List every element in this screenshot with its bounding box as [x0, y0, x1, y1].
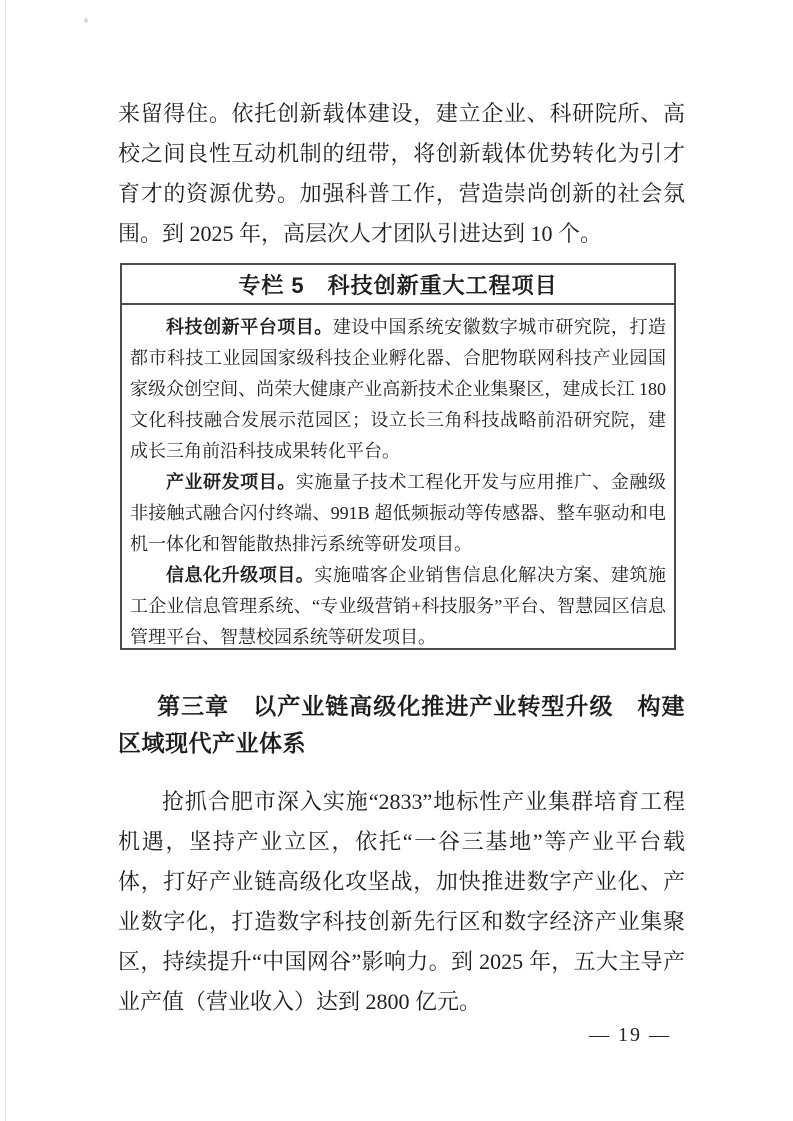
box-item-industry-rd-lead: 产业研发项目。	[166, 472, 296, 492]
box-item-industry-rd-body: 实施量子技术工程化开发与应用推广、金融级非接触式融合闪付终端、991B 超低频振动等传感器、整车驱动和电机一体化和智能散热排污系统等研发项目。	[130, 472, 667, 554]
project-box	[120, 263, 676, 650]
scan-artifact-dot	[84, 18, 88, 23]
scan-edge-line	[5, 0, 6, 1121]
box-content	[122, 305, 674, 650]
box-item-industry-rd	[130, 467, 666, 560]
box-item-platform-lead: 科技创新平台项目。	[166, 317, 333, 337]
box-title: 专栏 5 科技创新重大工程项目	[122, 265, 674, 305]
box-item-informatization	[130, 560, 666, 650]
box-item-informatization-body: 实施喵客企业销售信息化解决方案、建筑施工企业信息管理系统、“专业级营销+科技服务”平台、智慧园区信息管理平台、智慧校园系统等研发项目。	[130, 565, 667, 647]
chapter-heading: 第三章 以产业链高级化推进产业转型升级 构建区域现代产业体系	[118, 693, 685, 756]
box-item-informatization-lead: 信息化升级项目。	[166, 565, 315, 585]
box-item-platform	[130, 312, 666, 467]
body-paragraph: 抢抓合肥市深入实施“2833”地标性产业集群培育工程机遇，坚持产业立区，依托“一谷三基地”等产业平台载体，打好产业链高级化攻坚战，加快推进数字产业化、产业数字化，打造数字科技创新先行区和数字经济产业集聚区，持续提升“中国网谷”影响力。到 2025 年，五大主导产业产值（营业收入）达到 2800 亿元。	[118, 789, 685, 1014]
page-number: — 19 —	[589, 1024, 671, 1046]
box-item-platform-body: 建设中国系统安徽数字城市研究院，打造都市科技工业园国家级科技企业孵化器、合肥物联网科技产业园国家级众创空间、尚荣大健康产业高新技术企业集聚区，建成长江 180 文化科技融合发展示范园区；设立长三角科技战略前沿研究院，建成长三角前沿科技成果转化平台。	[130, 317, 667, 461]
intro-paragraph: 来留得住。依托创新载体建设，建立企业、科研院所、高校之间良性互动机制的纽带，将创新载体优势转化为引才育才的资源优势。加强科普工作，营造崇尚创新的社会氛围。到 2025 年，高层次人才团队引进达到 10 个。	[118, 101, 685, 246]
